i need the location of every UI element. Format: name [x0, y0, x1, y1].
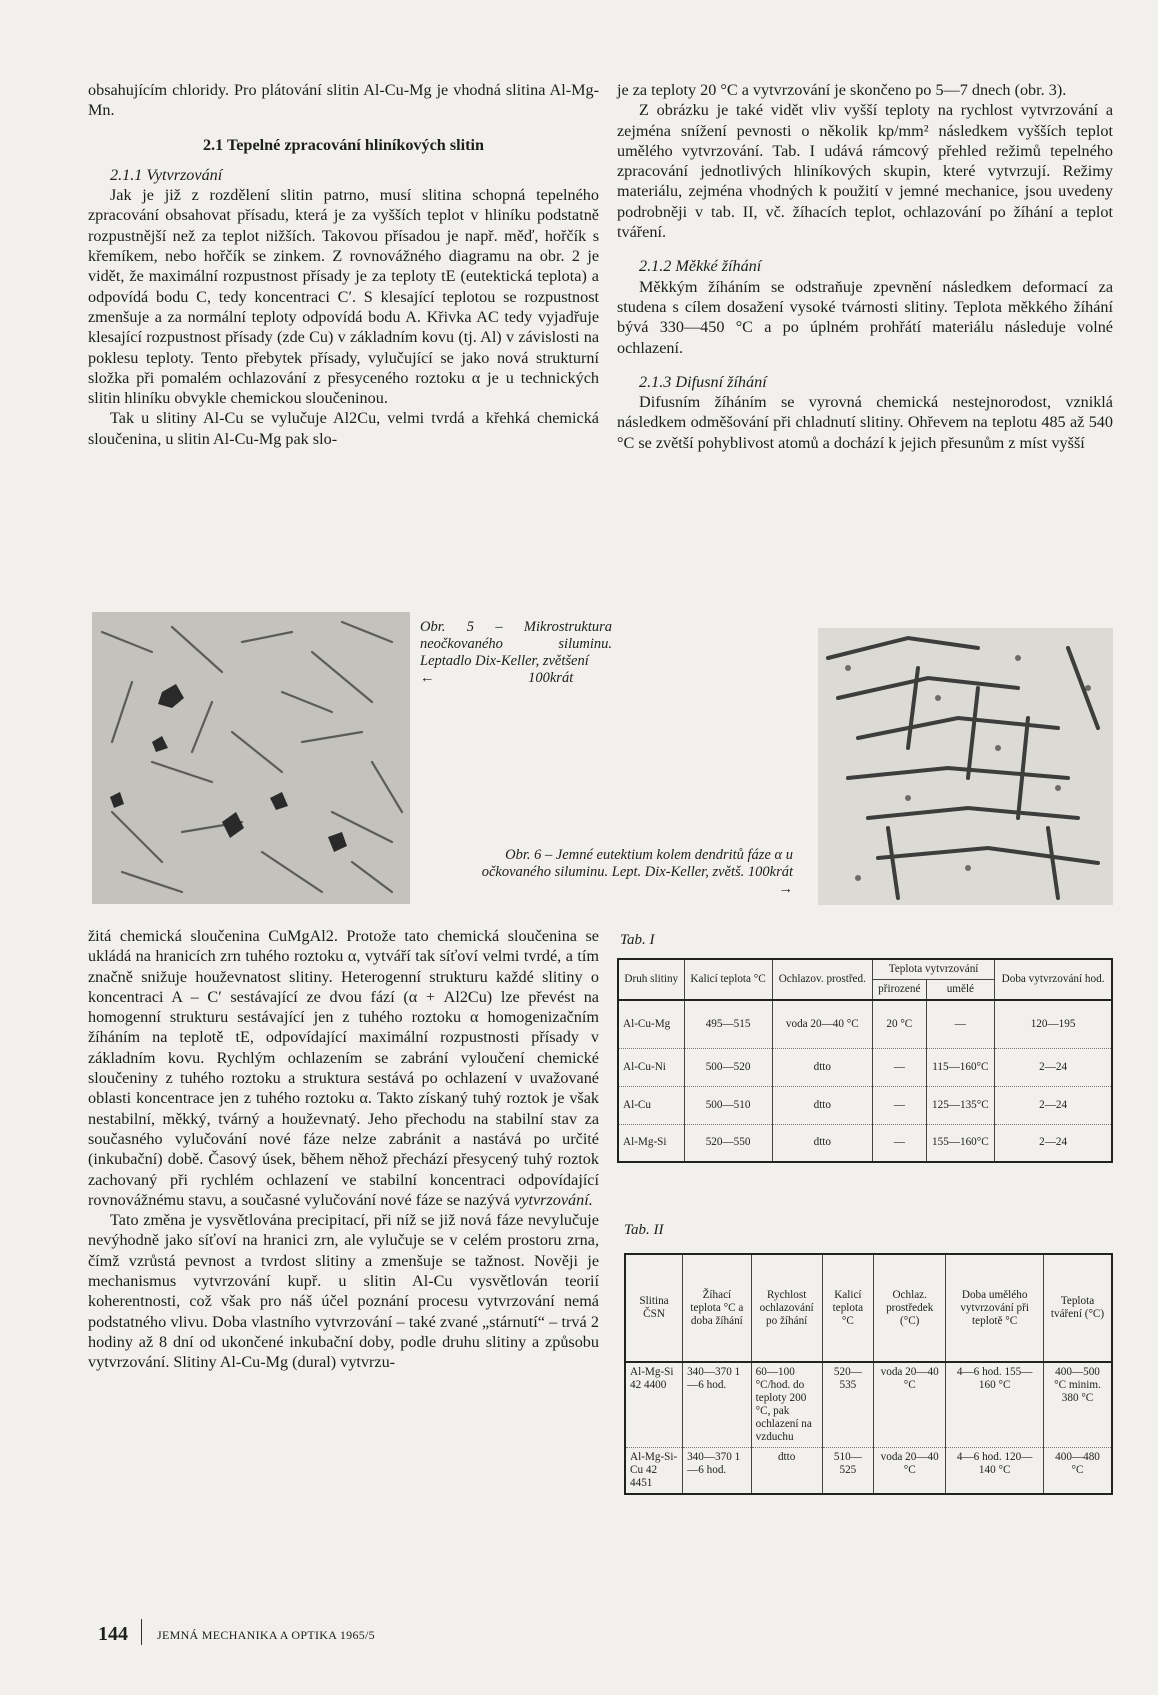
table-cell: voda 20—40 °C: [874, 1362, 946, 1448]
table-header: Rychlost ochlazování po žíhání: [751, 1254, 822, 1362]
table-cell: —: [926, 1000, 995, 1048]
table-1-label: Tab. I: [620, 932, 655, 948]
table-cell: Al-Mg-Si 42 4400: [625, 1362, 683, 1448]
table-cell: 500—510: [684, 1086, 772, 1124]
section-heading: 2.1 Tepelné zpracování hliníkových slitin: [202, 135, 485, 154]
table-cell: Al-Cu-Mg: [618, 1000, 684, 1048]
table-header: Kalicí teplota °C: [684, 959, 772, 1000]
page-number: 144: [98, 1623, 128, 1645]
table-row: [618, 1048, 1112, 1086]
table-cell: —: [873, 1048, 927, 1086]
micrograph-figure-5: [92, 612, 410, 904]
arrow-right-icon: →: [778, 881, 793, 897]
table-cell: 115—160°C: [926, 1048, 995, 1086]
table-cell: 520—550: [684, 1124, 772, 1162]
table-header: Žíhací teplota °C a doba žíhání: [683, 1254, 752, 1362]
table-cell: voda 20—40 °C: [874, 1448, 946, 1495]
table-cell: —: [873, 1086, 927, 1124]
figure-5-caption: [420, 619, 612, 687]
table-header: Druh slitiny: [618, 959, 684, 1000]
paragraph: [88, 926, 599, 1210]
table-2-label: Tab. II: [624, 1222, 664, 1238]
table-row: [618, 1086, 1112, 1124]
table-cell: dtto: [772, 1086, 872, 1124]
table-header: Teplota vytvrzování: [873, 959, 995, 980]
table-row: [618, 1000, 1112, 1048]
table-1: [617, 958, 1113, 1163]
table-cell: 2—24: [1039, 1136, 1068, 1149]
table-cell: Al-Cu-Ni: [618, 1048, 684, 1086]
table-cell: 4—6 hod. 155—160 °C: [946, 1362, 1044, 1448]
table-cell: 500—520: [684, 1048, 772, 1086]
table-header: Teplota tváření (°C): [1044, 1254, 1112, 1362]
paragraph: Tato změna je vysvětlována precipitací, při níž se již nová fáze nevylučuje nevýhodně jako síťoví na hranici zrn, ale vylučuje se v celém prostoru zrna, čímž vzrůstá pevnost a tvrdost slitiny a zmenšuje se tažnost. Nověji je mechanismus vytvrzování kupř. u slitin Al-Cu vysvětlován teorií koherentnosti, což však pro náš účel poznání procesu vytvrzování nemá podstatného vlivu. Doba vlastního vytvrzování – také zvané „stárnutí“ – trvá 2 hodiny až 8 dní od ukončené inkubační doby, podle druhu slitiny a způsobu vytvrzování. Slitiny Al-Cu-Mg (dural) vytvrzu-: [88, 1211, 599, 1372]
table-2: [624, 1253, 1113, 1495]
table-cell: 510—525: [822, 1448, 873, 1495]
table-cell: —: [873, 1124, 927, 1162]
micrograph-6-image: [818, 628, 1113, 905]
right-column-top: [617, 80, 1113, 453]
table-cell: 60—100 °C/hod. do teploty 200 °C, pak ochlazení na vzduchu: [751, 1362, 822, 1448]
table-cell: 340—370 1—6 hod.: [683, 1362, 752, 1448]
table-cell: 20 °C: [873, 1000, 927, 1048]
subsection-heading: 2.1.1 Vytvrzování: [110, 165, 223, 184]
table-cell: Al-Mg-Si-Cu 42 4451: [625, 1448, 683, 1495]
table-cell: Al-Cu: [618, 1086, 684, 1124]
table-cell: dtto: [772, 1048, 872, 1086]
table-header: Doba vytvrzování hod.: [995, 959, 1112, 1000]
paragraph: obsahujícím chloridy. Pro plátování slitin Al-Cu-Mg je vhodná slitina Al-Mg-Mn.: [88, 81, 599, 120]
paragraph: Difusním žíháním se vyrovná chemická nestejnorodost, vzniklá následkem odměšování při chladnutí slitiny. Ohřevem na teplotu 485 až 540 °C se zvětší pohyblivost atomů a dochází k jejich přesunům z míst vyšší: [617, 393, 1113, 452]
table-header: Slitina ČSN: [625, 1254, 683, 1362]
paragraph: Z obrázku je také vidět vliv vyšší teploty na rychlost vytvrzování a zejména snížení pevnosti o několik kp/mm² následkem vyšších teplot umělého vytvrzování. Tab. I udává rámcový přehled režimů tepelného zpracování jednotlivých hliníkových skupin, které vytvrzují. Režimy materiálu, zejména vhodných k použití v jemné mechanice, jsou uvedeny podrobněji v tab. II, vč. žíhacích teplot, ochlazování po žíhání a teplot tváření.: [617, 101, 1113, 242]
paragraph-text: žitá chemická sloučenina CuMgAl2. Protože tato chemická sloučenina se ukládá na hranicích zrn tuhého roztoku α, vytváří tak síťoví velmi tvrdé, a tím značně snižuje houževnatost slitiny. Heterogenní strukturu každé slitiny o koncentraci A – C′ sestávající ze dvou fází (α + Al2Cu) lze převést na homogenní strukturu sestávající jen z tuhého roztoku α homogenizačním žíháním na teplotě tE, odpovídající maximální rozpustnosti přísady v základním kovu. Rychlým ochlazením se zabrání vyloučení chemické sloučeniny z tuhého roztoku a struktura sestává po ochlazení v uvažované oblasti koncentrace jen z tuhého roztoku α. Takto získaný tuhý roztok je však nestabilní, měkký, tvárný a houževnatý. Jeho přechodu na stabilní stav za současného vylučování nové fáze nelze zabránit a nastává po určité (inkubační) době. Časový úsek, během něhož přechází přesycený tuhý roztok zachovaný při rychlém ochlazení ve stabilní koncentraci odpovídající rovnovážnému stavu, a současné vylučování nové fáze se nazývá: [88, 927, 599, 1209]
journal-title: JEMNÁ MECHANIKA A OPTIKA 1965/5: [157, 1628, 375, 1642]
table-cell: 4—6 hod. 120—140 °C: [946, 1448, 1044, 1495]
table-header: Kalicí teplota °C: [822, 1254, 873, 1362]
table-header: přirozené: [873, 980, 927, 1001]
table-cell: 155—160°C: [926, 1124, 995, 1162]
table-header: Doba umělého vytvrzování při teplotě °C: [946, 1254, 1044, 1362]
table-cell: dtto: [751, 1448, 822, 1495]
figure-6-caption: [473, 847, 793, 898]
paragraph: je za teploty 20 °C a vytvrzování je skončeno po 5—7 dnech (obr. 3).: [617, 81, 1067, 99]
subsection-heading: 2.1.3 Difusní žíhání: [639, 372, 767, 391]
table-row: [618, 1124, 1112, 1162]
table-cell: voda 20—40 °C: [772, 1000, 872, 1048]
table-header: Ochlaz. prostředek (°C): [874, 1254, 946, 1362]
table-row: [625, 1362, 1112, 1448]
paragraph: Jak je již z rozdělení slitin patrno, musí slitina schopná tepelného zpracování obsahovat přísadu, která je za vyšších teplot v hliníku podstatně rozpustnější než za teplot nižších. Takovou přísadou je např. měď, hořčík s křemíkem, nebo hořčík se zinkem. Z rovnovážného diagramu na obr. 2 je vidět, že maximální rozpustnost přísady je za teploty tE (eutektická teplota) a odpovídá bodu C, tedy koncentraci C′. S klesající teplotou se rozpustnost zmenšuje a za normální teploty odpovídá bodu A. Křivka AC tedy vyjadřuje klesající rozpustnost přísady (zde Cu) v základním kovu (tj. Al) v závislosti na poklesu teploty. Tento přebytek přísady, vylučující se jako nová strukturní složka při pomalém ochlazování z přesyceného roztoku α je u technických slitin hliníku obvykle chemickou sloučeninou.: [88, 186, 599, 408]
caption-text: Obr. 6 – Jemné eutektium kolem dendritů fáze α u očkovaného siluminu. Lept. Dix-Keller, zvětš. 100krát: [481, 847, 793, 880]
footer-divider: [141, 1619, 142, 1645]
paragraph: Tak u slitiny Al-Cu se vylučuje Al2Cu, velmi tvrdá a křehká chemická sloučenina, u slitin Al-Cu-Mg pak slo-: [88, 409, 599, 448]
table-cell: 125—135°C: [926, 1086, 995, 1124]
table-cell: 2—24: [995, 1086, 1112, 1124]
table-cell: 340—370 1—6 hod.: [683, 1448, 752, 1495]
paragraph: Měkkým žíháním se odstraňuje zpevnění následkem deformací za studena s cílem dosažení vysoké tvárnosti slitiny. Teplota měkkého žíhání bývá 330—450 °C a po úplném prohřátí materiálu následuje volné ochlazení.: [617, 277, 1113, 357]
table-header: umělé: [926, 980, 995, 1001]
micrograph-5-image: [92, 612, 410, 904]
table-header: Ochlazov. prostřed.: [772, 959, 872, 1000]
left-column-top: [88, 80, 599, 449]
left-column-bottom: [88, 926, 599, 1373]
table-cell: 400—500 °C minim. 380 °C: [1044, 1362, 1112, 1448]
table-cell: 400—480 °C: [1055, 1451, 1100, 1476]
caption-text: 100krát: [528, 670, 574, 686]
table-cell: Al-Mg-Si: [618, 1124, 684, 1162]
micrograph-figure-6: [818, 628, 1113, 905]
table-cell: 2—24: [995, 1048, 1112, 1086]
subsection-heading: 2.1.2 Měkké žíhání: [639, 257, 762, 276]
emphasis-text: vytvrzování.: [514, 1190, 593, 1209]
table-cell: dtto: [772, 1124, 872, 1162]
table-cell: 495—515: [684, 1000, 772, 1048]
table-cell: 520—535: [822, 1362, 873, 1448]
table-row: [625, 1448, 1112, 1495]
table-cell: 120—195: [995, 1000, 1112, 1048]
arrow-left-icon: ←: [420, 670, 435, 686]
caption-text: Obr. 5 – Mikrostruktura neočkovaného siluminu. Leptadlo Dix-Keller, zvětšení: [420, 619, 612, 669]
